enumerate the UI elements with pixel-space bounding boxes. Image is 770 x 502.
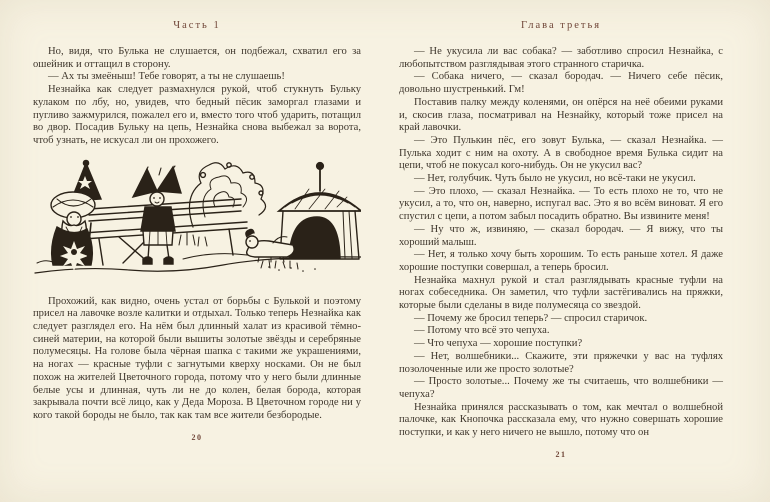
paragraph: — Нет, я только хочу быть хорошим. То есть раньше хотел. Я даже хорошие поступки совершал, а теперь бросил. — [399, 249, 723, 273]
page-number-right: 21 — [555, 449, 567, 459]
right-page — [399, 20, 723, 459]
left-page — [33, 20, 361, 442]
bench-scene-illustration — [33, 157, 361, 289]
paragraph: — Ах ты змеёныш! Тебе говорят, а ты не слушаешь! — [48, 71, 285, 83]
paragraph: Поставив палку между коленями, он опёрся на неё обеими руками и, скосив глаза, посматривал на Незнайку, который тоже присел на край лавочки. — [399, 96, 723, 134]
paragraph: Но, видя, что Булька не слушается, он подбежал, схватил его за ошейник и оттащил в сторону. — [33, 46, 361, 70]
running-head-left: Часть 1 — [173, 20, 221, 31]
paragraph: — Почему же бросил теперь? — спросил старичок. — [414, 312, 648, 324]
paragraph: — Это Пулькин пёс, его зовут Булька, — сказал Незнайка. — Пулька ходит с ним на охоту. А в свободное время Булька сидит на цепи, чтоб не покусал кого-нибудь. Он не укусил вас? — [399, 134, 723, 172]
paragraph: — Собака ничего, — сказал бородач. — Ничего себе пёсик, довольно шустренький. Гм! — [399, 71, 723, 96]
paragraph: Незнайка как следует размахнулся рукой, чтоб стукнуть Бульку кулаком по лбу, но, увидев, что бедный пёсик заморгал глазами и пугливо зажмурился, пожалел его и, вместо того чтоб ударить, потащил во двор. Посадив Бульку на цепь, Незнайка снова выбежал за ворота, чтоб узнать, не искусал ли он прохожего. — [33, 84, 361, 146]
paragraph: — Просто золотые... Почему же ты считаешь, что волшебники — чепуха? — [399, 376, 723, 400]
paragraph: — Нет, голубчик. Чуть было не укусил, но всё-таки не укусил. — [414, 173, 696, 185]
running-head-right: Глава третья — [520, 20, 602, 31]
page-number-left: 20 — [191, 432, 203, 442]
paragraph: — Нет, волшебники... Скажите, эти пряжечки у вас на туфлях позолоченные или же просто золотые? — [399, 350, 723, 375]
paragraph: — Это плохо, — сказал Незнайка. — То есть плохо не то, что не укусил, а то, что он, наверно, испугал вас. Это я во всём виноват. Я его спустил с цепи, а потом забыл посадить обратно. Вы извините меня! — [399, 185, 723, 223]
paragraph: — Ну что ж, извиняю, — сказал бородач. — Я вижу, что ты хороший малыш. — [399, 223, 723, 248]
paragraph: — Потому что всё это чепуха. — [414, 325, 550, 337]
paragraph: Незнайка махнул рукой и стал разглядывать красные туфли на ногах собеседника. Он заметил, что туфли застёгивались на пряжки, которые были сделаны в виде полумесяца со звездой. — [399, 274, 723, 312]
paragraph: Незнайка принялся рассказывать о том, как мечтал о волшебной палочке, как Кнопочка рассказала ему, что нужно совершать хорошие поступки, и как у него ничего не вышло, потому что он — [399, 401, 723, 439]
paragraph: Прохожий, как видно, очень устал от борьбы с Булькой и поэтому присел на лавочке возле калитки и отдыхал. Только теперь Незнайка как следует разглядел его. На нём был длинный халат из красивой тёмно-синей материи, на которой были вышиты золотые звёзды и серебряные полумесяцы. На голове была чёрная шапка с такими же украшениями, на ногах — красные туфли с загнутыми кверху носками. Он не был похож на жителей Цветочного города, потому что у него были длинные белые усы и длинная, чуть ли не до колен, белая борода, которая закрывала почти всё лицо, как у Деда Мороза. В Цветочном городе ни у кого такой бороды не было, так как там все жители безбородые. — [33, 295, 361, 421]
paragraph: — Не укусила ли вас собака? — заботливо спросил Незнайка, с любопытством разглядывая этого странного старичка. — [399, 46, 723, 70]
paragraph: — Что чепуха — хорошие поступки? — [414, 338, 583, 350]
